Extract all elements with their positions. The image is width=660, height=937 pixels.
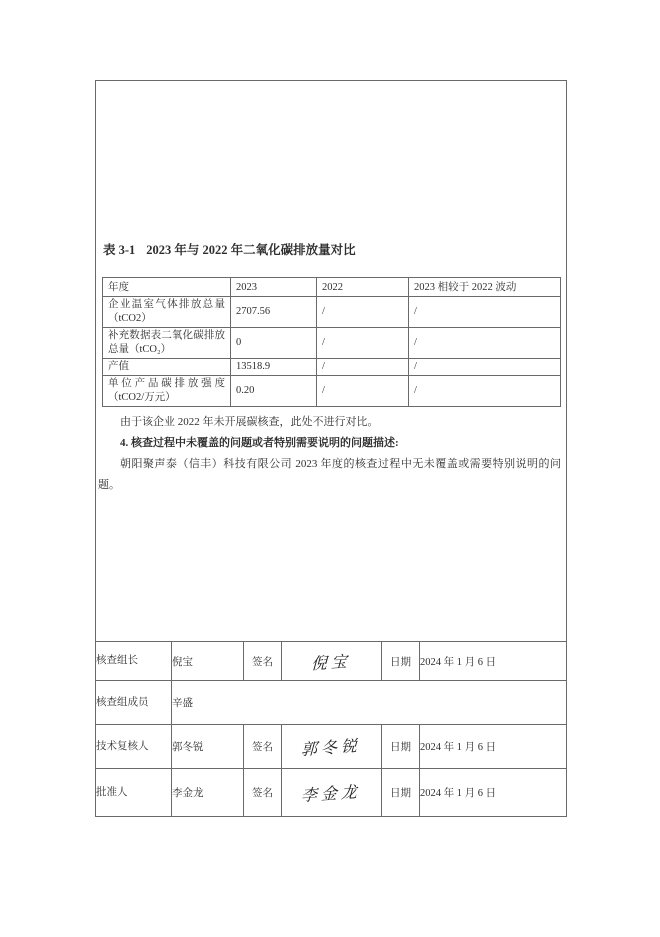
name-cell: 郭冬锐 bbox=[172, 725, 244, 769]
section-4-heading: 4. 核查过程中未覆盖的问题或者特别需要说明的问题描述: bbox=[120, 436, 399, 449]
signoff-row-team-leader bbox=[96, 642, 567, 681]
signoff-row-approver bbox=[96, 769, 567, 817]
column-header-2023: 2023 bbox=[231, 278, 317, 297]
cell-2023: 0.20 bbox=[231, 375, 317, 406]
cell-delta: / bbox=[409, 358, 561, 375]
row-label: 企业温室气体排放总量（tCO2） bbox=[103, 297, 231, 328]
table-header-row bbox=[103, 278, 561, 297]
signature-cell bbox=[282, 642, 382, 681]
date-label: 日期 bbox=[382, 725, 420, 769]
cell-2022: / bbox=[317, 358, 409, 375]
date-cell: 2024 年 1 月 6 日 bbox=[420, 725, 567, 769]
row-label: 产值 bbox=[103, 358, 231, 375]
cell-2023: 2707.56 bbox=[231, 297, 317, 328]
table-row bbox=[103, 375, 561, 406]
sign-label: 签名 bbox=[244, 769, 282, 817]
report-outer-frame bbox=[95, 80, 567, 817]
cell-delta: / bbox=[409, 375, 561, 406]
cell-2023: 13518.9 bbox=[231, 358, 317, 375]
role-cell: 批准人 bbox=[96, 769, 172, 817]
role-cell: 核查组长 bbox=[96, 642, 172, 681]
cell-2022: / bbox=[317, 328, 409, 359]
date-label: 日期 bbox=[382, 642, 420, 681]
table-caption bbox=[103, 240, 566, 258]
content-cell bbox=[96, 81, 567, 642]
date-cell: 2024 年 1 月 6 日 bbox=[420, 769, 567, 817]
row-label: 单位产品碳排放强度（tCO2/万元） bbox=[103, 375, 231, 406]
signature-cell bbox=[282, 725, 382, 769]
content-row bbox=[96, 81, 567, 642]
cell-delta: / bbox=[409, 328, 561, 359]
table-row bbox=[103, 358, 561, 375]
role-cell: 核查组成员 bbox=[96, 681, 172, 725]
table-row bbox=[103, 297, 561, 328]
column-header-2022: 2022 bbox=[317, 278, 409, 297]
signature-handwriting: 李金龙 bbox=[301, 783, 362, 806]
column-header-year: 年度 bbox=[103, 278, 231, 297]
date-cell: 2024 年 1 月 6 日 bbox=[420, 642, 567, 681]
cell-2022: / bbox=[317, 297, 409, 328]
table-row bbox=[103, 328, 561, 359]
name-cell: 倪宝 bbox=[172, 642, 244, 681]
signoff-row-team-members bbox=[96, 681, 567, 725]
name-cell: 辛盛 bbox=[172, 681, 567, 725]
name-cell: 李金龙 bbox=[172, 769, 244, 817]
signature-cell bbox=[282, 769, 382, 817]
signature-handwriting: 倪宝 bbox=[311, 653, 352, 673]
signoff-row-technical-reviewer bbox=[96, 725, 567, 769]
note-paragraph: 由于该企业 2022 年未开展碳核查，此处不进行对比。 bbox=[120, 415, 379, 428]
signature-handwriting: 郭冬锐 bbox=[301, 737, 362, 760]
table-caption-label: 表 3-1 bbox=[103, 243, 136, 258]
column-header-delta: 2023 相较于 2022 波动 bbox=[409, 278, 561, 297]
cell-delta: / bbox=[409, 297, 561, 328]
sign-label: 签名 bbox=[244, 642, 282, 681]
table-caption-text: 2023 年与 2022 年二氧化碳排放量对比 bbox=[146, 243, 356, 258]
cell-2023: 0 bbox=[231, 328, 317, 359]
role-cell: 技术复核人 bbox=[96, 725, 172, 769]
sign-label: 签名 bbox=[244, 725, 282, 769]
row-label: 补充数据表二氧化碳排放总量（tCO₂） bbox=[103, 328, 231, 359]
date-label: 日期 bbox=[382, 769, 420, 817]
section-4-body: 朝阳聚声泰（信丰）科技有限公司 2023 年度的核查过程中无未覆盖或需要特别说明的问题。 bbox=[98, 457, 561, 491]
emissions-comparison-table bbox=[102, 277, 561, 406]
cell-2022: / bbox=[317, 375, 409, 406]
